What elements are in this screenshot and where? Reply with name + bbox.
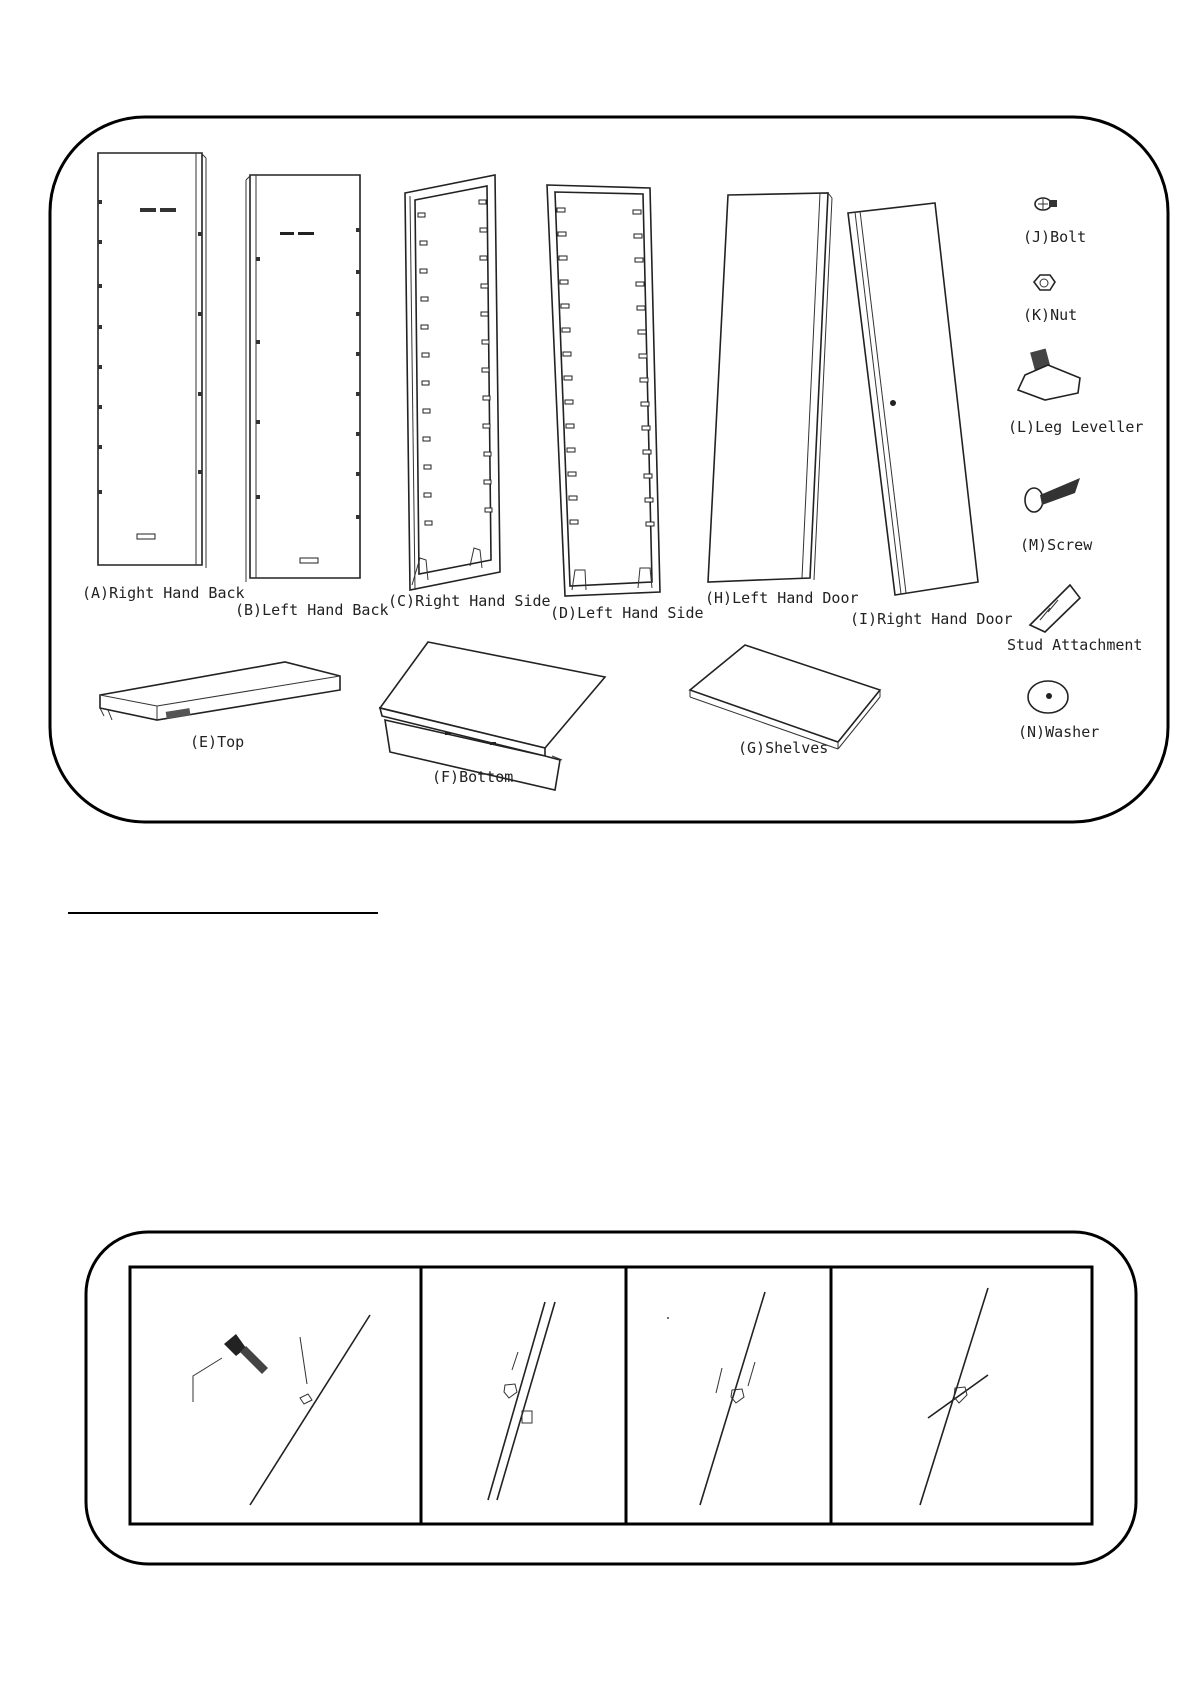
label-l: (L)Leg Leveller [1008,418,1144,436]
label-g: (G)Shelves [738,739,829,757]
label-k: (K)Nut [1023,306,1078,324]
part-a-right-hand-back [98,153,206,568]
step-1-drill-hole [193,1315,370,1505]
label-e: (E)Top [190,733,245,751]
label-m: (M)Screw [1020,536,1093,554]
washer-icon [1028,681,1068,713]
label-h: (H)Left Hand Door [705,589,859,607]
part-b-left-hand-back [246,175,360,582]
steps-grid [130,1267,1092,1524]
label-c: (C)Right Hand Side [388,592,551,610]
stud-attachment-icon [1030,585,1080,632]
screw-icon [1025,478,1080,512]
label-stud: Stud Attachment [1007,636,1143,654]
label-a: (A)Right Hand Back [82,584,245,602]
part-h-left-hand-door [708,193,832,582]
label-d: (D)Left Hand Side [550,604,704,622]
label-b: (B)Left Hand Back [235,601,389,619]
label-f: (F)Bottom [432,768,514,786]
leg-leveller-icon [1018,348,1080,400]
step-3-stud-in-wall [667,1292,765,1505]
part-e-top [100,662,340,720]
bolt-icon [1035,198,1057,210]
label-i: (I)Right Hand Door [850,610,1013,628]
label-n: (N)Washer [1018,723,1100,741]
steps-frame [86,1232,1136,1564]
part-d-left-hand-side [547,185,660,596]
step-2-insert-stud [488,1302,555,1500]
part-i-right-hand-door [848,203,978,595]
part-g-shelves [690,645,880,749]
nut-icon [1034,275,1055,290]
label-j: (J)Bolt [1023,228,1087,246]
part-c-right-hand-side [405,175,500,590]
step-4-secure-screw [920,1288,988,1505]
